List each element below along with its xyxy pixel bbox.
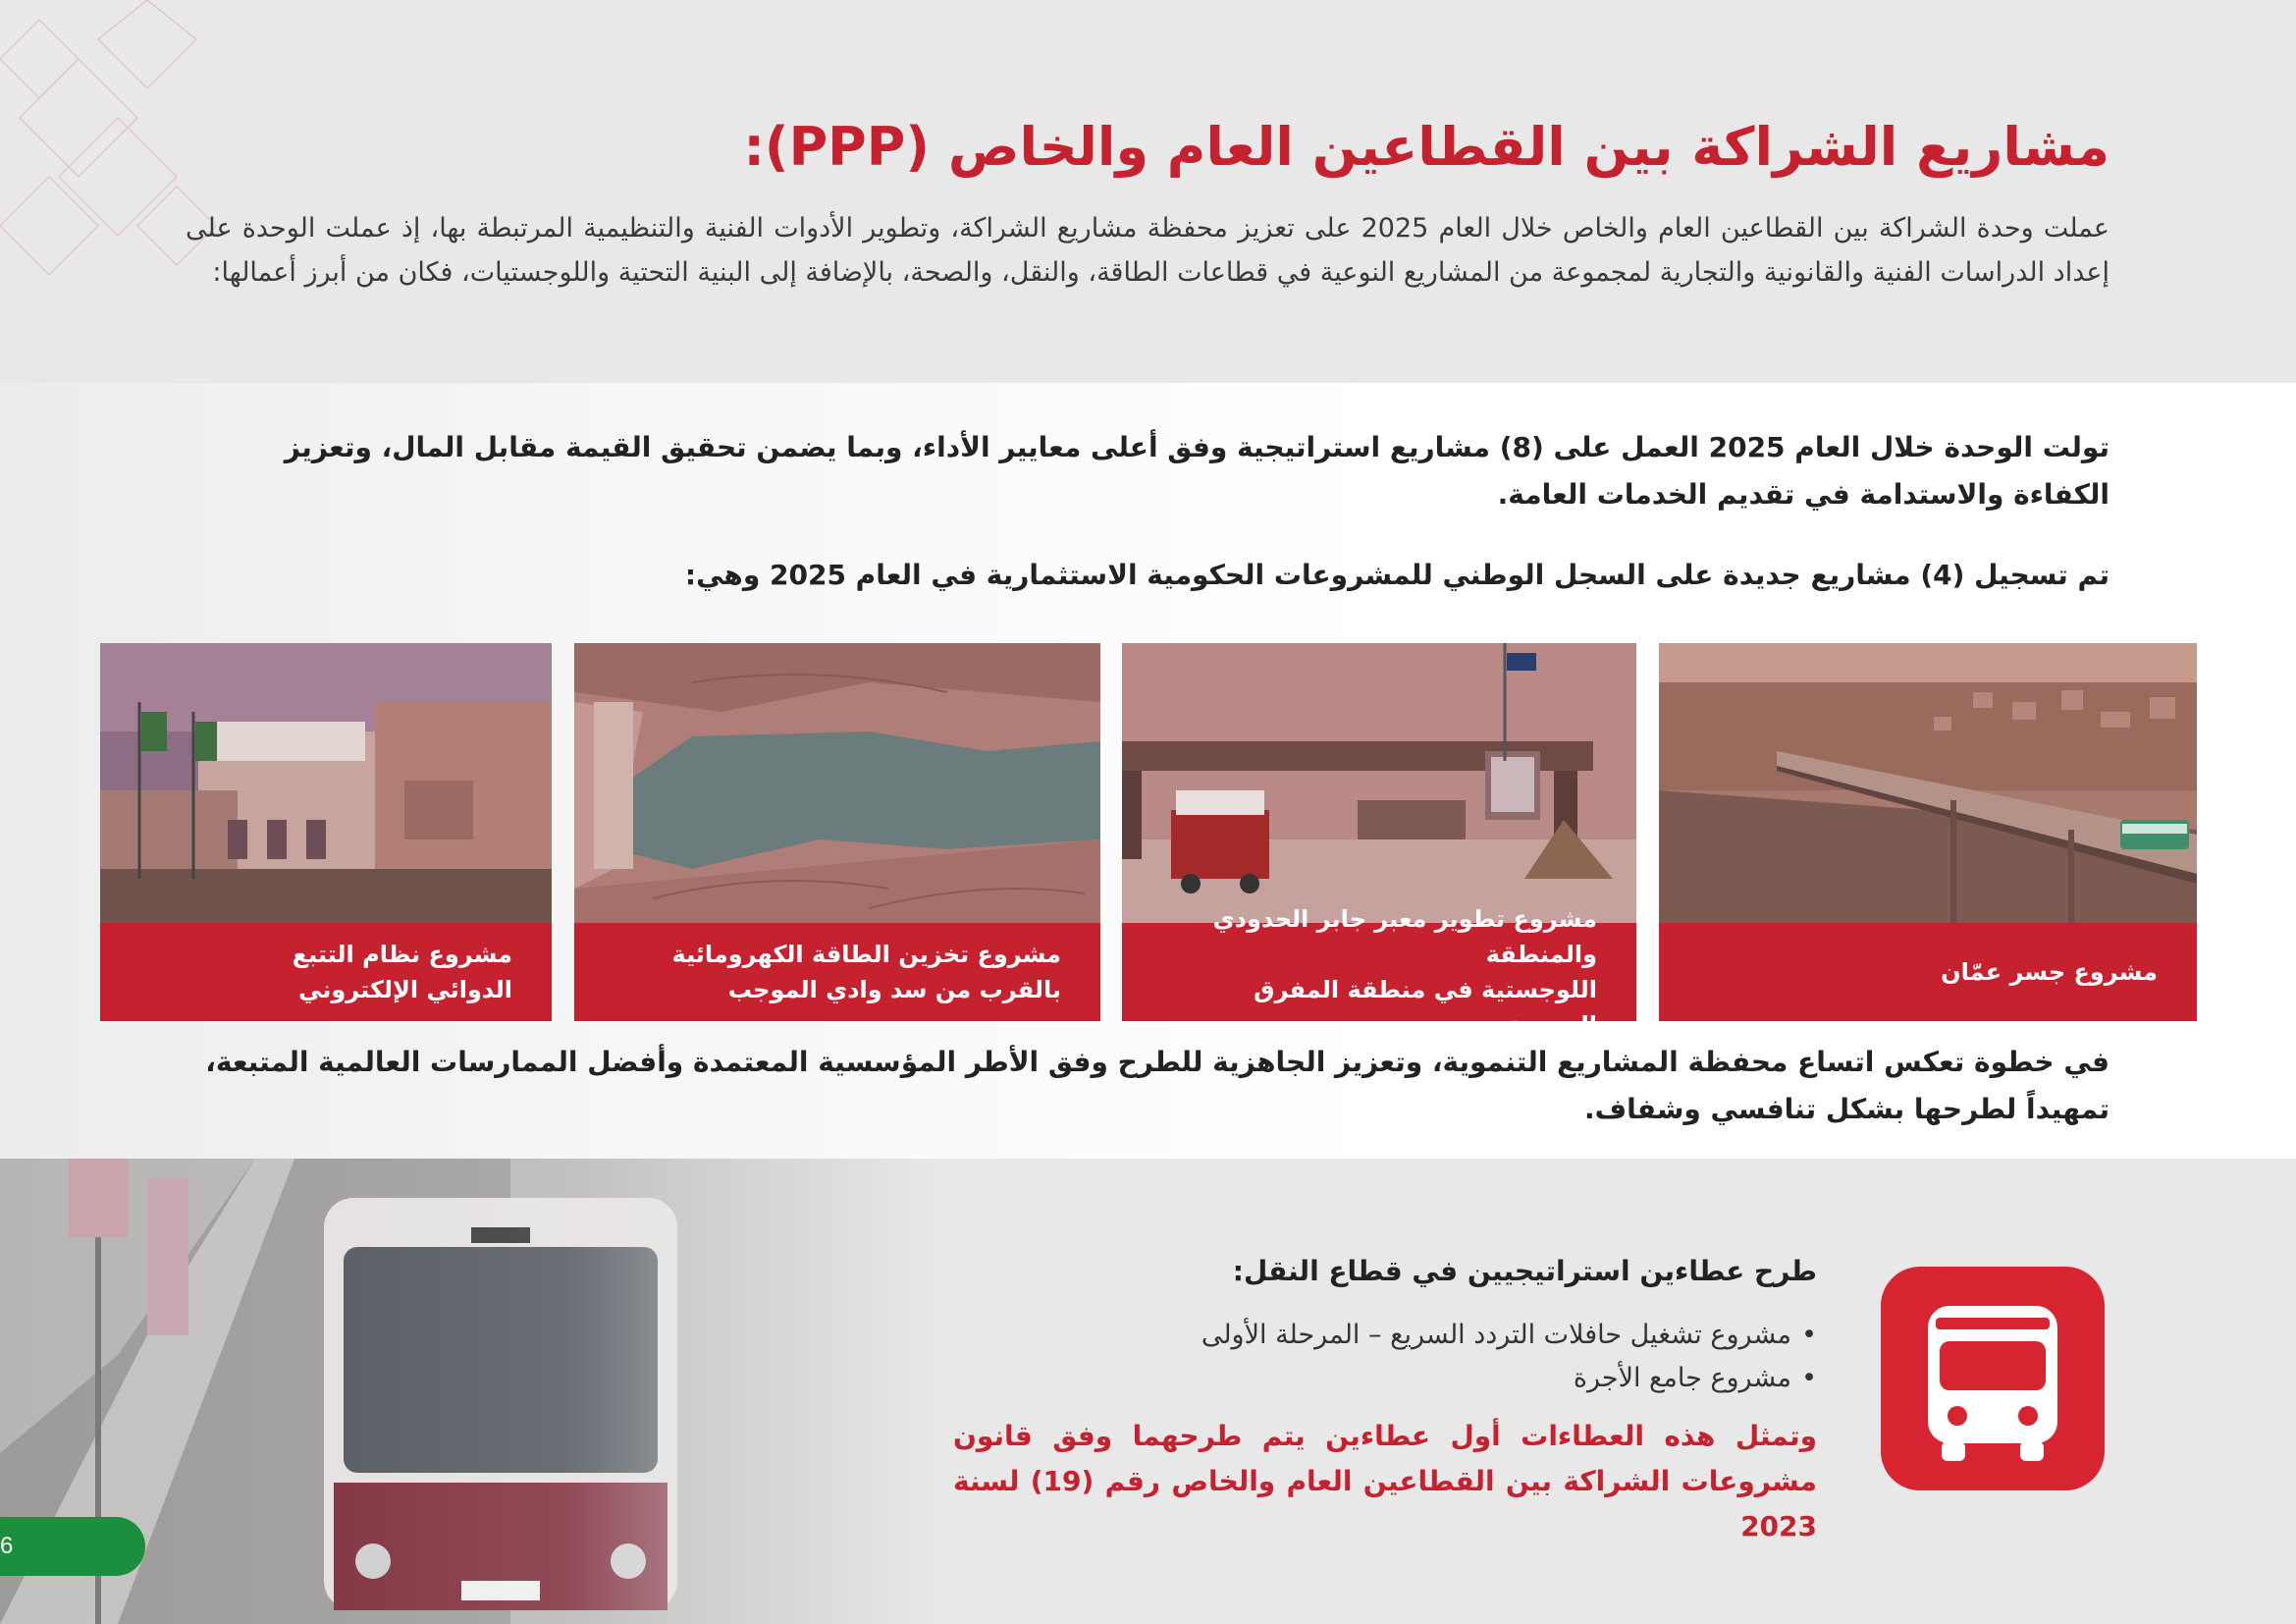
project-caption-line1: مشروع تخزين الطاقة الكهرومائية [671, 941, 1061, 968]
portfolio-expansion-paragraph: في خطوة تعكس اتساع محفظة المشاريع التنموية، وتعزيز الجاهزية للطرح وفق الأطر المؤسسية المعتمدة وأفضل الممارسات العالمية المتبعة، تمهيداً لطرحها بشكل تنافسي وشفاف. [205, 1046, 2109, 1125]
project-card-mujib-hydro [574, 643, 1100, 1021]
project-card-amman-bridge [1659, 643, 2197, 1021]
list-item: • مشروع تشغيل حافلات التردد السريع – المرحلة الأولى [1201, 1314, 1817, 1357]
project-caption-line2: اللوجستية في منطقة المفرق التنموية [1254, 976, 1597, 1039]
project-caption-line1: مشروع تطوير معبر جابر الحدودي والمنطقة [1212, 905, 1597, 968]
jfda-building-photo [100, 643, 552, 923]
project-caption-line1: مشروع نظام التتبع [292, 941, 512, 968]
list-item: • مشروع جامع الأجرة [1201, 1357, 1817, 1400]
bus-icon-tile [1881, 1267, 2105, 1490]
jaber-crossing-photo [1122, 643, 1636, 923]
project-caption-line2: بالقرب من سد وادي الموجب [727, 976, 1061, 1003]
mujib-dam-photo [574, 643, 1100, 923]
project-caption [574, 923, 1100, 1021]
transport-note: وتمثل هذه العطاءات أول عطاءين يتم طرحهما وفق قانون مشروعات الشراكة بين القطاعين العام والخاص رقم (19) لسنة 2023 [953, 1420, 1817, 1543]
project-card-drug-tracking [100, 643, 552, 1021]
project-card-jaber-crossing [1122, 643, 1636, 1039]
transport-tender-list [1201, 1314, 1817, 1400]
project-cards [0, 643, 2296, 1039]
strategic-projects-paragraph: تولت الوحدة خلال العام 2025 العمل على (8) مشاريع استراتيجية وفق أعلى معايير الأداء، وبما يضمن تحقيق القيمة مقابل المال، وتعزيز الكفاءة والاستدامة في تقديم الخدمات العامة. [284, 431, 2109, 511]
new-projects-paragraph: تم تسجيل (4) مشاريع جديدة على السجل الوطني للمشروعات الحكومية الاستثمارية في العام 2025 وهي: [684, 559, 2109, 591]
project-caption-line1: مشروع جسر عمّان [1941, 958, 2158, 986]
project-caption [1122, 905, 1636, 1039]
transport-heading: طرح عطاءين استراتيجيين في قطاع النقل: [1232, 1255, 1817, 1287]
page-number-tab [0, 1517, 145, 1576]
intro-paragraph: عملت وحدة الشراكة بين القطاعين العام والخاص خلال العام 2025 على تعزيز محفظة مشاريع الشراكة، وتطوير الأدوات الفنية والتنظيمية المرتبطة بها، إذ عملت الوحدة على إعداد الدراسات الفنية والقانونية والتجارية لمجموعة من المشاريع النوعية في قطاعات الطاقة، والنقل، والصحة، بالإضافة إلى البنية التحتية واللوجستيات، فكان من أبرز أعمالها: [186, 213, 2109, 288]
page-number: 6 [0, 1533, 14, 1559]
project-caption-line2: الدوائي الإلكتروني [298, 976, 512, 1003]
project-caption [100, 923, 552, 1021]
bus-icon [1881, 1267, 2105, 1490]
page-title: مشاريع الشراكة بين القطاعين العام والخاص (PPP): [743, 116, 2109, 178]
amman-bridge-photo [1659, 643, 2197, 923]
project-caption [1659, 923, 2197, 1021]
